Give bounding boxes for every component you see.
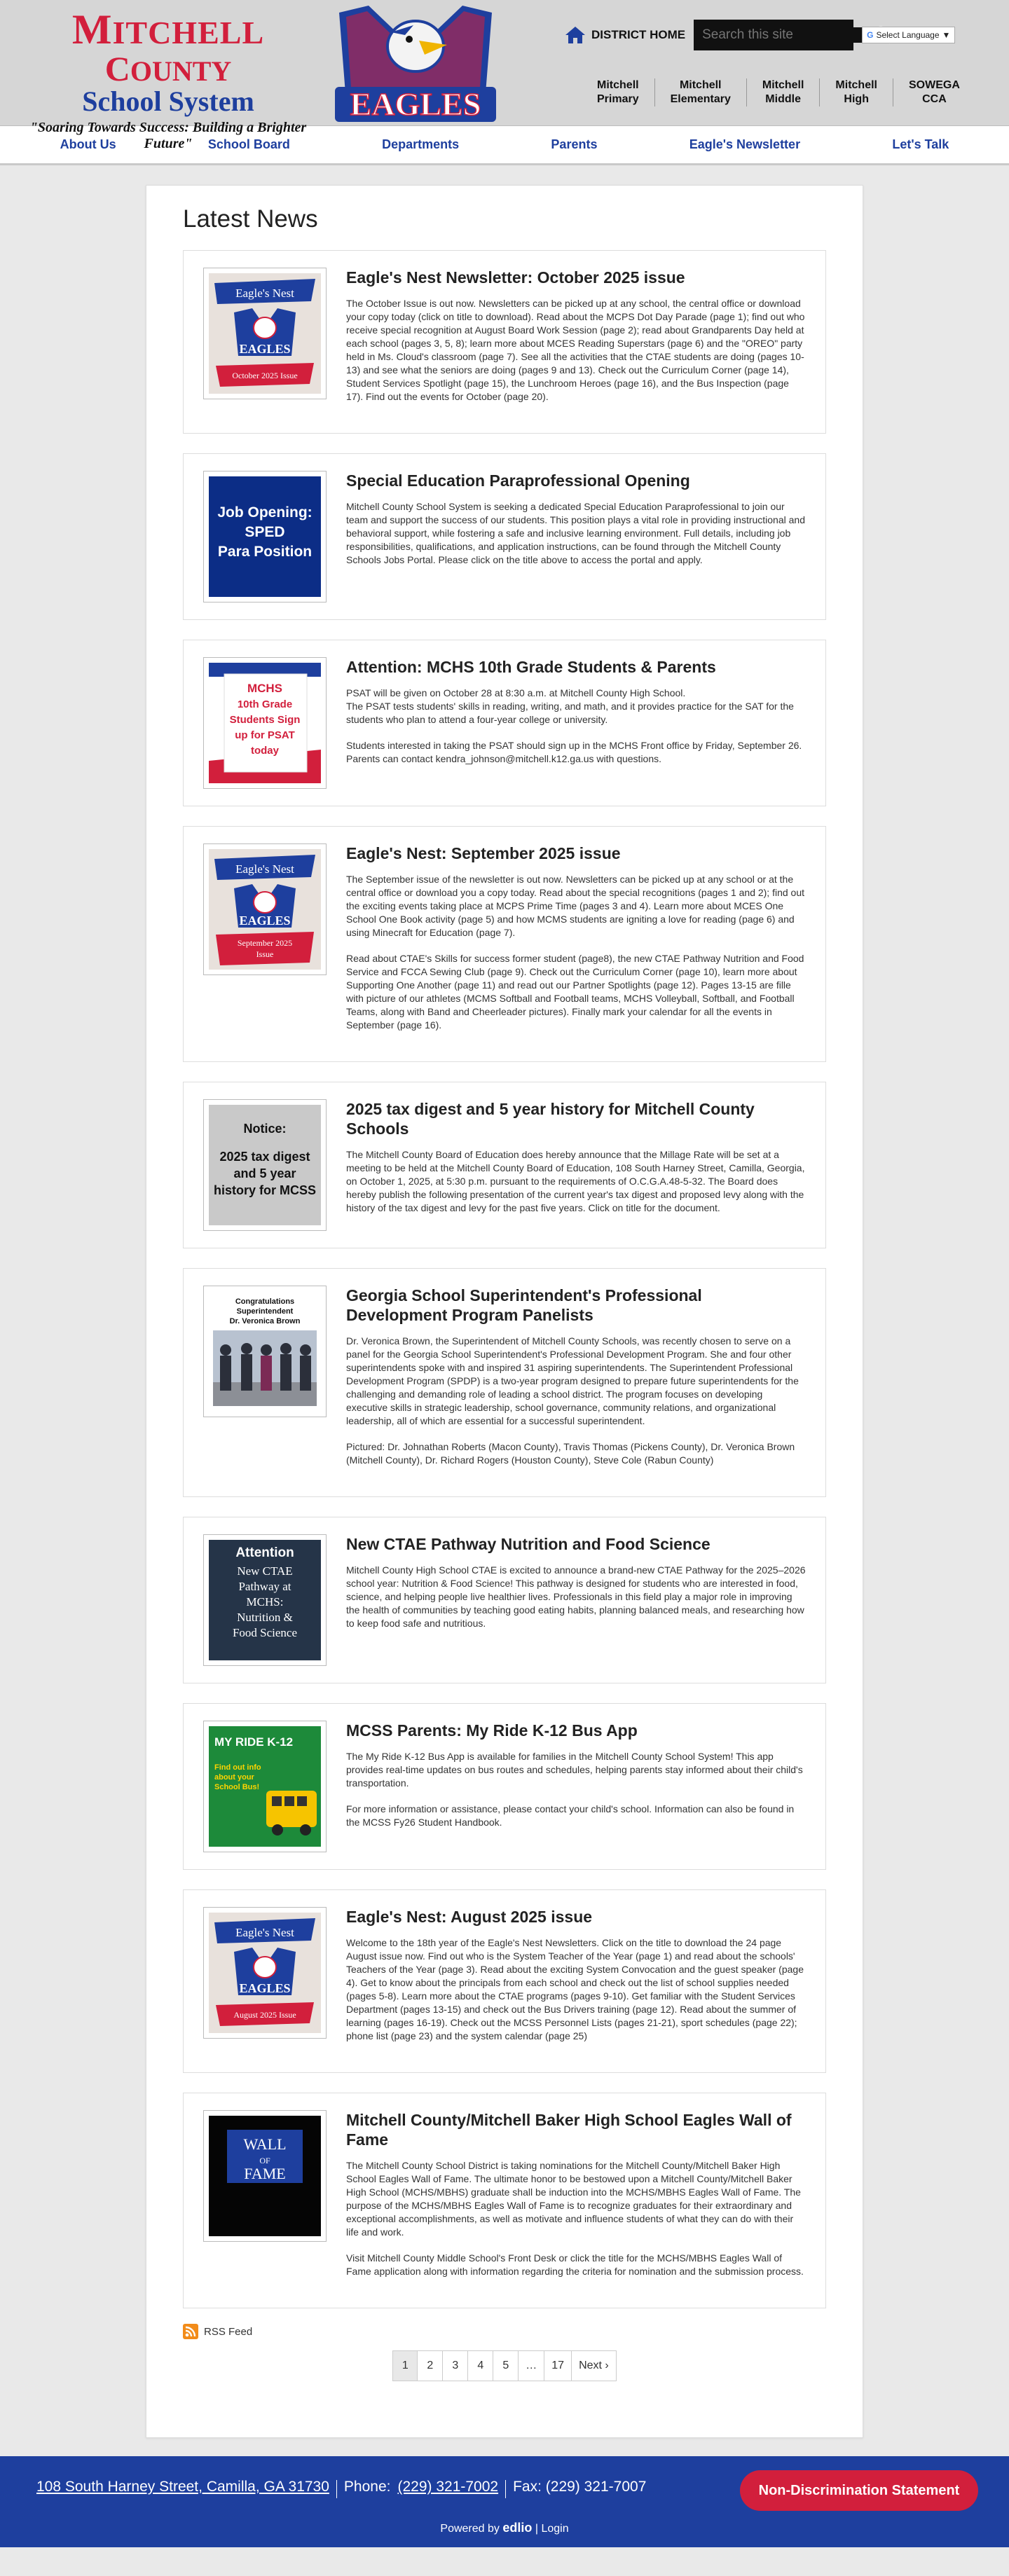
mascot-text: EAGLES bbox=[350, 86, 481, 122]
page-title: Latest News bbox=[183, 205, 318, 233]
news-title-link[interactable]: New CTAE Pathway Nutrition and Food Science bbox=[346, 1535, 711, 1553]
page-4-link[interactable]: 4 bbox=[468, 2350, 493, 2381]
news-item bbox=[183, 453, 826, 620]
home-icon bbox=[565, 26, 586, 44]
next-page-link[interactable]: Next › bbox=[572, 2350, 617, 2381]
svg-text:Food Science: Food Science bbox=[232, 1626, 298, 1639]
news-title-link[interactable]: MCSS Parents: My Ride K-12 Bus App bbox=[346, 1721, 638, 1740]
svg-text:Para Position: Para Position bbox=[217, 544, 313, 560]
dropdown-arrow-icon: ▼ bbox=[942, 30, 951, 40]
nav-lets-talk[interactable]: Let's Talk bbox=[892, 137, 949, 151]
news-item bbox=[183, 826, 826, 1062]
phone-link[interactable]: (229) 321-7002 bbox=[397, 2479, 499, 2495]
news-thumbnail[interactable] bbox=[203, 1099, 327, 1231]
page-2-link[interactable]: 2 bbox=[418, 2350, 443, 2381]
news-title-link[interactable]: Special Education Paraprofessional Opening bbox=[346, 471, 690, 490]
news-title-link[interactable]: Mitchell County/Mitchell Baker High School Eagles Wall of Fame bbox=[346, 2111, 792, 2149]
district-logo[interactable]: MITCHELL COUNTY School System "Soaring Towards Success: Building a Brighter Future" bbox=[29, 6, 307, 151]
pagination bbox=[183, 2350, 826, 2381]
separator: | bbox=[535, 2523, 538, 2535]
svg-text:EAGLES: EAGLES bbox=[239, 914, 291, 928]
nav-eagles-newsletter[interactable]: Eagle's Newsletter bbox=[689, 137, 801, 151]
news-thumbnail[interactable] bbox=[203, 2110, 327, 2242]
district-home-link[interactable]: DISTRICT HOME bbox=[565, 26, 685, 44]
svg-text:today: today bbox=[250, 745, 280, 757]
school-link-sowega[interactable]: SOWEGA CCA bbox=[893, 78, 975, 106]
language-select[interactable]: G Select Language ▼ bbox=[862, 27, 955, 43]
news-summary: Welcome to the 18th year of the Eagle's Nest Newsletters. Click on the title to download the 24 page August issue now. Find out who is the System Teacher of the Year (page 1) and read about the schools' Teachers of the Year (page 3). Read about the exciting System Convocation and the guest speaker (page 4). Get to know about the principals from each school and check out the list of school supplies needed (pages 5-8). Learn more about the CTAE programs (pages 9-10). Get familiar with the Student Services Department (pages 13-15) and check out the Bus Drivers training (page 12). Read about the summer of learning (pages 16-19). Check out the MCSS Personnel Lists (pages 21-21), sport schedules (page 22); phone list (page 23) and the system calendar (page 25) bbox=[346, 1937, 804, 2041]
edlio-logo[interactable]: edlio bbox=[502, 2521, 533, 2535]
news-title-link[interactable]: 2025 tax digest and 5 year history for Mitchell County Schools bbox=[346, 1100, 755, 1138]
news-summary: Students interested in taking the PSAT should sign up in the MCHS Front office by Friday, September 26. Parents can contact kendra_johnson@mitchell.k12.ga.us with questions. bbox=[346, 740, 802, 764]
rss-icon bbox=[183, 2324, 198, 2339]
news-summary: PSAT will be given on October 28 at 8:30 a.m. at Mitchell County High School. The PSAT tests students' skills in reading, writing, and math, and it provides practice for the SAT for the students who plan to attend a four-year college or university. bbox=[346, 687, 794, 725]
news-panel bbox=[146, 185, 863, 2438]
page-3-link[interactable]: 3 bbox=[443, 2350, 468, 2381]
school-link-high[interactable]: Mitchell High bbox=[819, 78, 893, 106]
news-item bbox=[183, 640, 826, 806]
svg-text:FAME: FAME bbox=[244, 2165, 286, 2182]
news-summary: For more information or assistance, please contact your child's school. Information can also be found in the MCSS Fy26 Student Handbook. bbox=[346, 1803, 795, 1828]
news-title-link[interactable]: Eagle's Nest Newsletter: October 2025 issue bbox=[346, 268, 685, 287]
svg-text:MCHS: MCHS bbox=[247, 682, 283, 695]
news-item bbox=[183, 1082, 826, 1248]
news-summary: Visit Mitchell County Middle School's Front Desk or click the title for the MCHS/MBHS Eagles Wall of Fame application along with information regarding the criteria for nomination and the submission process. bbox=[346, 2252, 804, 2277]
svg-text:New CTAE: New CTAE bbox=[237, 1564, 293, 1578]
svg-text:Issue: Issue bbox=[256, 949, 274, 959]
svg-text:Eagle's Nest: Eagle's Nest bbox=[235, 862, 294, 876]
svg-text:Eagle's Nest: Eagle's Nest bbox=[235, 1926, 294, 1939]
svg-text:Attention: Attention bbox=[235, 1545, 294, 1560]
svg-text:and 5 year: and 5 year bbox=[233, 1166, 296, 1180]
svg-text:2025 tax digest: 2025 tax digest bbox=[219, 1150, 310, 1164]
rss-feed-link[interactable]: RSS Feed bbox=[183, 2324, 826, 2339]
school-link-primary[interactable]: Mitchell Primary bbox=[597, 79, 639, 105]
page-1-link[interactable]: 1 bbox=[392, 2350, 418, 2381]
news-thumbnail[interactable] bbox=[203, 843, 327, 975]
svg-text:Students Sign: Students Sign bbox=[229, 714, 301, 726]
svg-text:MCHS:: MCHS: bbox=[246, 1595, 284, 1609]
eagles-mascot-logo[interactable] bbox=[335, 4, 496, 122]
svg-text:10th Grade: 10th Grade bbox=[237, 698, 293, 710]
news-item bbox=[183, 250, 826, 434]
svg-text:Pathway at: Pathway at bbox=[238, 1580, 291, 1593]
news-thumbnail[interactable] bbox=[203, 657, 327, 789]
svg-text:Notice:: Notice: bbox=[243, 1122, 287, 1136]
news-summary: Read about CTAE's Skills for success former student (page8), the new CTAE Pathway Nutrition and Food Service and FCCA Sewing Club (page 9). Check out the Curriculum Corner (page 10), learn more about Supporting One Another (page 11) and read out our Partner Spotlights (page 12). Pages 13-15 are fille with picture of our athletes (MCMS Softball and Football teams, MCHS Volleyball, Softball, and Football Teams, along with Band and Cheerleader pictures). Finally mark your calendar for all the events in September (page 16). bbox=[346, 953, 804, 1031]
svg-text:history for MCSS: history for MCSS bbox=[213, 1183, 317, 1197]
news-summary: Pictured: Dr. Johnathan Roberts (Macon County), Travis Thomas (Pickens County), Dr. Veronica Brown (Mitchell County), Dr. Richard Rogers (Houston County), Steve Cole (Rabun County) bbox=[346, 1441, 795, 1466]
svg-text:up for PSAT: up for PSAT bbox=[235, 729, 295, 741]
news-summary: The My Ride K-12 Bus App is available for families in the Mitchell County School System! This app provides real-time updates on bus routes and schedules, helping parents stay informed about their child's transportation. bbox=[346, 1751, 803, 1789]
address-link[interactable]: 108 South Harney Street, Camilla, GA 31730 bbox=[36, 2479, 329, 2495]
page-5-link[interactable]: 5 bbox=[493, 2350, 519, 2381]
utility-bar bbox=[565, 20, 955, 50]
school-link-elementary[interactable]: Mitchell Elementary bbox=[654, 78, 746, 106]
svg-text:EAGLES: EAGLES bbox=[239, 1981, 291, 1995]
news-summary: The Mitchell County School District is taking nominations for the Mitchell County/Mitchell Baker High School Eagles Wall of Fame. The ultimate honor to be bestowed upon a Mitchell County/Mitchell Baker High School (MCHS/MBHS) graduate shall be induction into the MCHS/MBHS Eagles Wall of Fame. The purpose of the MCHS/MBHS Eagles Wall of Fame is to recognize graduates for their extraordinary and exceptional accomplishments, as well as motivate and influence students of what they can do with their life and work. bbox=[346, 2160, 801, 2238]
svg-text:October 2025 Issue: October 2025 Issue bbox=[232, 371, 298, 380]
google-icon: G bbox=[867, 30, 874, 40]
nav-parents[interactable]: Parents bbox=[551, 137, 598, 151]
svg-text:WALL: WALL bbox=[243, 2135, 287, 2153]
phone-label: Phone: bbox=[343, 2479, 391, 2495]
school-link-middle[interactable]: Mitchell Middle bbox=[746, 78, 820, 106]
site-search bbox=[694, 20, 853, 50]
schools-nav bbox=[582, 78, 975, 106]
svg-text:Congratulations: Congratulations bbox=[235, 1297, 295, 1306]
news-thumbnail[interactable] bbox=[203, 268, 327, 399]
svg-text:August 2025 Issue: August 2025 Issue bbox=[233, 2010, 296, 2020]
page-17-link[interactable]: 17 bbox=[544, 2350, 572, 2381]
news-title-link[interactable]: Attention: MCHS 10th Grade Students & Parents bbox=[346, 658, 716, 676]
news-thumbnail[interactable] bbox=[203, 1907, 327, 2039]
svg-text:Nutrition &: Nutrition & bbox=[237, 1611, 293, 1624]
svg-text:about your: about your bbox=[214, 1773, 254, 1782]
nav-about-us[interactable]: About Us bbox=[60, 137, 116, 151]
fax-number: Fax: (229) 321-7007 bbox=[513, 2479, 647, 2495]
login-link[interactable]: Login bbox=[541, 2523, 569, 2535]
svg-text:Superintendent: Superintendent bbox=[236, 1307, 294, 1316]
news-thumbnail[interactable] bbox=[203, 1534, 327, 1666]
site-footer bbox=[0, 2456, 1009, 2547]
news-item bbox=[183, 1703, 826, 1870]
news-title-link[interactable]: Eagle's Nest: August 2025 issue bbox=[346, 1908, 593, 1926]
news-thumbnail[interactable] bbox=[203, 471, 327, 602]
svg-text:September 2025: September 2025 bbox=[237, 938, 293, 948]
powered-by: Powered by edlio | Login bbox=[440, 2521, 569, 2535]
news-item bbox=[183, 1268, 826, 1497]
news-title-link[interactable]: Georgia School Superintendent's Professional Development Program Panelists bbox=[346, 1286, 702, 1324]
news-item bbox=[183, 1889, 826, 2073]
svg-text:Find out info: Find out info bbox=[214, 1763, 261, 1772]
svg-text:Eagle's Nest: Eagle's Nest bbox=[235, 287, 294, 300]
svg-text:Job Opening:: Job Opening: bbox=[217, 504, 313, 521]
svg-text:OF: OF bbox=[259, 2156, 270, 2165]
news-summary: Mitchell County High School CTAE is excited to announce a brand-new CTAE Pathway for the 2025–2026 school year: Nutrition & Food Science! This pathway is designed for students who are interested in food, science, and helping people live healthier lives. Professionals in this field play a major role in improving the health of communities by teaching good eating habits, planning balanced meals, and researching how to keep food safe and nutritious. bbox=[346, 1564, 806, 1629]
news-summary: The Mitchell County Board of Education does hereby announce that the Millage Rate will be set at a meeting to be held at the Mitchell County Board of Education, 108 South Harney Street, Camilla, Georgia, on October 1, 2025, at 5:30 p.m. pursuant to the requirements of O.C.G.A.48-5-32. The Board does hereby publish the following presentation of the current year's tax digest and proposed levy along with the history of the tax digest and levy for the past five years. Click on title for the document. bbox=[346, 1149, 805, 1213]
news-item bbox=[183, 2093, 826, 2308]
nav-school-board[interactable]: School Board bbox=[207, 137, 290, 151]
news-thumbnail[interactable] bbox=[203, 1721, 327, 1852]
svg-text:Dr. Veronica Brown: Dr. Veronica Brown bbox=[229, 1317, 301, 1325]
page-ellipsis: … bbox=[519, 2350, 544, 2381]
news-summary: Dr. Veronica Brown, the Superintendent of Mitchell County Schools, was recently chosen to serve on a panel for the Georgia School Superintendent's Professional Development Program. She and four other superintendents spoke with and inspired 31 aspiring superintendents. The Superintendent Professional Development Program (SPDP) is a two-year program designed to prepare future superintendents for the challenging and demanding role of leading a school district. The program focuses on developing executive skills in strategic leadership, school governance, community relations, and organizational leadership, all of which are essential for a successful superintendent. bbox=[346, 1335, 799, 1426]
svg-text:EAGLES: EAGLES bbox=[239, 342, 291, 356]
non-discrimination-button[interactable]: Non-Discrimination Statement bbox=[740, 2470, 978, 2511]
svg-text:School Bus!: School Bus! bbox=[214, 1783, 260, 1791]
svg-text:MY RIDE K-12: MY RIDE K-12 bbox=[214, 1735, 294, 1749]
news-summary: Mitchell County School System is seeking a dedicated Special Education Paraprofessional to join our team and support the success of our students. This position plays a vital role in providing instructional and behavioral support, while fostering a safe and inclusive learning environment. Full details, including job responsibilities, qualifications, and application instructions, can be found through the Mitchell County Schools Jobs Portal. Please click on the title above to access the portal and apply. bbox=[346, 501, 805, 565]
svg-text:SPED: SPED bbox=[245, 524, 285, 540]
search-input[interactable] bbox=[702, 27, 874, 43]
news-title-link[interactable]: Eagle's Nest: September 2025 issue bbox=[346, 844, 621, 862]
news-summary: The October Issue is out now. Newsletters can be picked up at any school, the central office or download your copy today (click on title to download). Read about the MCPS Dot Day Parade (page 1); find out who receive special recognition at August Board Work Session (page 2); read about Grandparents Day held at each school (pages 3, 5, 8); learn more about MCES Reading Superstars (page 6) and the "OREO" party held in Ms. Cloud's classroom (page 7). See all the activities that the CTAE students are doing (pages 10-13) and see what the seniors are doing (pages 9 and 13). Check out the Curriculum Corner (page 14), Student Services Spotlight (page 15), the Lunchroom Heroes (page 16), and the Bus Inspection (page 17). Find out the events for October (page 20). bbox=[346, 298, 805, 402]
news-summary: The September issue of the newsletter is out now. Newsletters can be picked up at any school or at the central office or download you a copy today. Read about the special recognitions (pages 1 and 2); find out the exciting events taking place at MCPS Prime Time (pages 3 and 4). Learn more about MCES One School One Book activity (page 5) and how MCMS students are igniting a love for reading (page 6) and using Minecraft for Education (page 7). bbox=[346, 874, 805, 938]
news-thumbnail[interactable] bbox=[203, 1286, 327, 1417]
nav-departments[interactable]: Departments bbox=[382, 137, 460, 151]
news-item bbox=[183, 1517, 826, 1683]
